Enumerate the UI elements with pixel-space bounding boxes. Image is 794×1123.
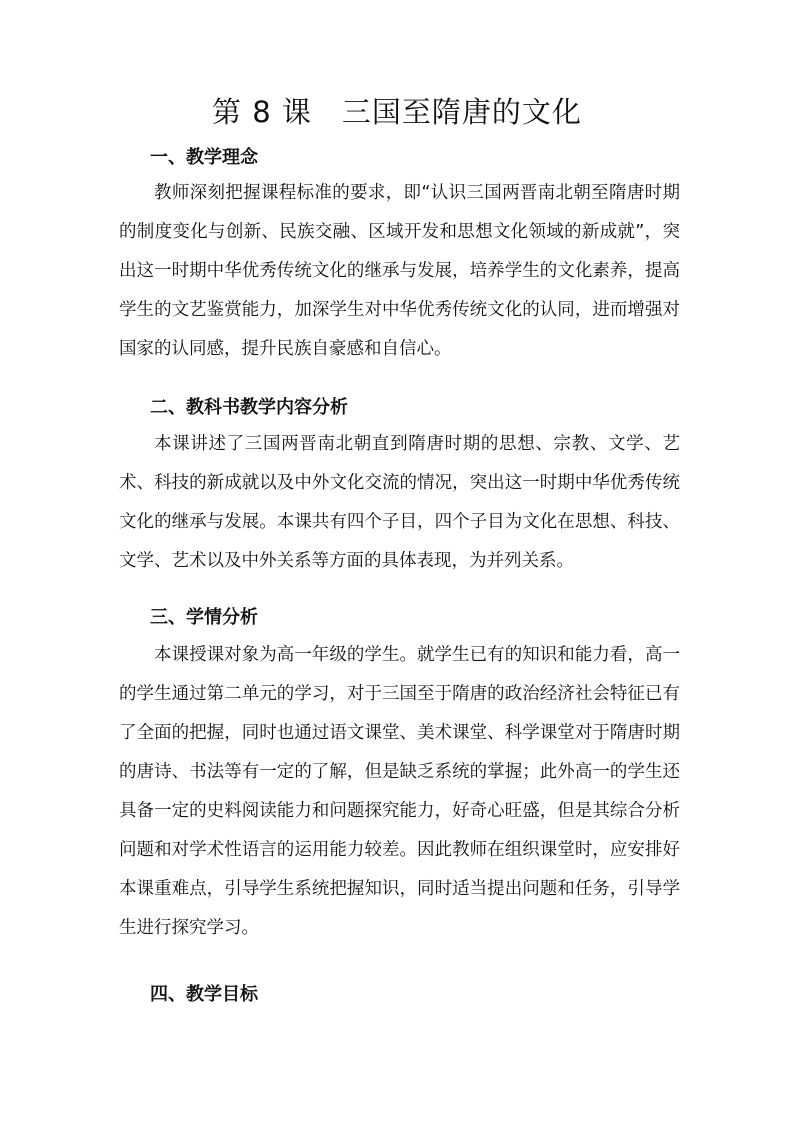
section-heading-teaching-objectives: 四、教学目标 [150,984,258,1005]
section-body-teaching-philosophy: 教师深刻把握课程标准的要求，即“认识三国两晋南北朝至隋唐时期的制度变化与创新、民族交融、区域开发和思想文化领域的新成就”，突出这一时期中华优秀传统文化的继承与发展，培养学生的文化素养，提高学生的文艺鉴赏能力，加深学生对中华优秀传统文化的认同，进而增强对国家的认同感，提升民族自豪感和自信心。 [119,183,680,359]
section-body-textbook-analysis: 本课讲述了三国两晋南北朝直到隋唐时期的思想、宗教、文学、艺术、科技的新成就以及中外文化交流的情况，突出这一时期中华优秀传统文化的继承与发展。本课共有四个子目，四个子目为文化在思想、科技、文学、艺术以及中外关系等方面的具体表现，为并列关系。 [119,434,680,571]
section-heading-teaching-philosophy: 一、教学理念 [150,147,258,168]
page-title: 第 8 课 三国至隋唐的文化 [212,95,582,129]
section-body-learner-analysis: 本课授课对象为高一年级的学生。就学生已有的知识和能力看，高一的学生通过第二单元的学习，对于三国至于隋唐的政治经济社会特征已有了全面的把握，同时也通过语文课堂、美术课堂、科学课堂对于隋唐时期的唐诗、书法等有一定的了解，但是缺乏系统的掌握；此外高一的学生还具备一定的史料阅读能力和问题探究能力，好奇心旺盛，但是其综合分析问题和对学术性语言的运用能力较差。因此教师在组织课堂时，应安排好本课重难点，引导学生系统把握知识，同时适当提出问题和任务，引导学生进行探究学习。 [119,645,680,938]
section-heading-learner-analysis: 三、学情分析 [150,607,258,628]
section-heading-textbook-analysis: 二、教科书教学内容分析 [150,397,348,418]
